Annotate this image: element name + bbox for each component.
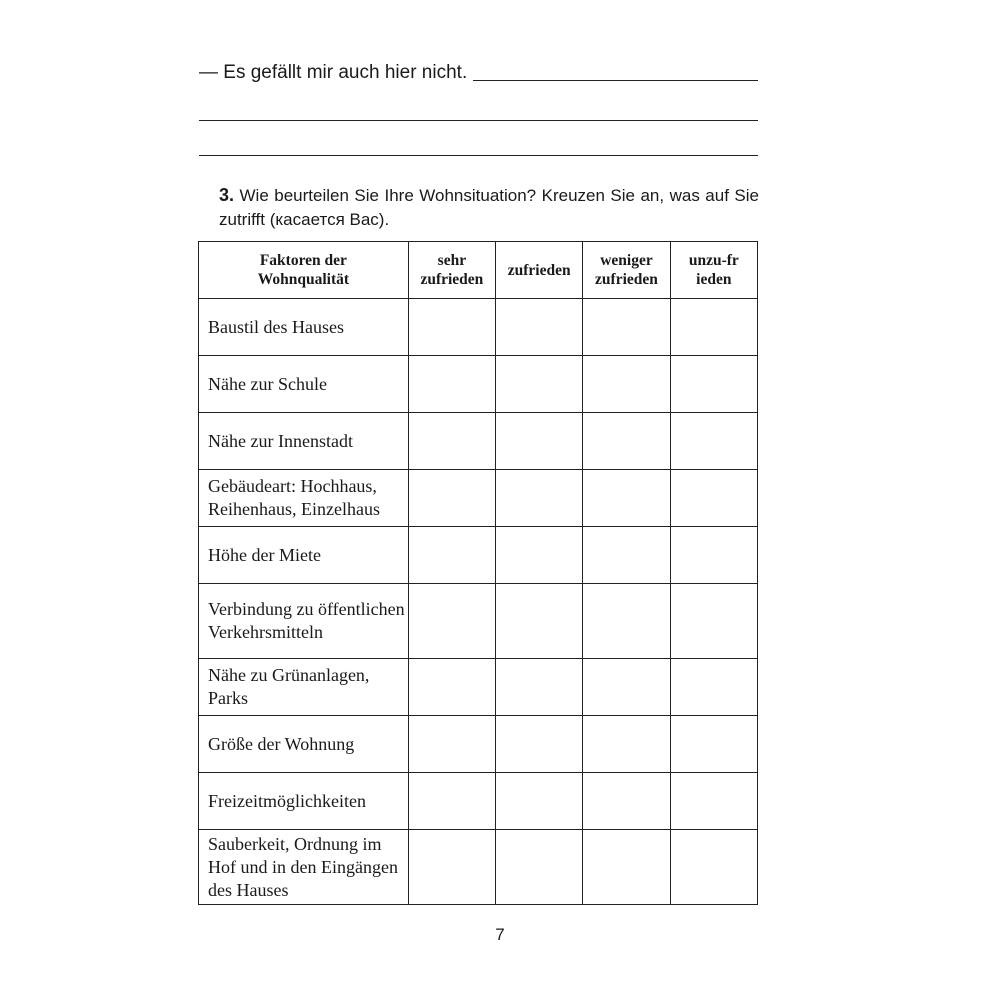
checkbox-cell-unzufrieden[interactable] <box>670 830 757 905</box>
table-row <box>199 527 758 584</box>
checkbox-cell-unzufrieden[interactable] <box>670 356 757 413</box>
checkbox-cell-unzufrieden[interactable] <box>670 299 757 356</box>
checkbox-cell-sehr-zufrieden[interactable] <box>408 470 495 527</box>
checkbox-cell-unzufrieden[interactable] <box>670 716 757 773</box>
checkbox-cell-weniger-zufrieden[interactable] <box>583 527 670 584</box>
checkbox-cell-sehr-zufrieden[interactable] <box>408 584 495 659</box>
header-factors: Faktoren der Wohnqualität <box>199 242 409 299</box>
checkbox-cell-weniger-zufrieden[interactable] <box>583 299 670 356</box>
checkbox-cell-unzufrieden[interactable] <box>670 413 757 470</box>
table-row <box>199 470 758 527</box>
checkbox-cell-sehr-zufrieden[interactable] <box>408 830 495 905</box>
checkbox-cell-weniger-zufrieden[interactable] <box>583 830 670 905</box>
table-row <box>199 413 758 470</box>
factor-label: Nähe zur Schule <box>199 356 409 413</box>
checkbox-cell-zufrieden[interactable] <box>496 413 583 470</box>
checkbox-cell-unzufrieden[interactable] <box>670 659 757 716</box>
factor-label: Gebäudeart: Hochhaus, Reihenhaus, Einzelhaus <box>199 470 409 527</box>
factor-label: Sauberkeit, Ordnung im Hof und in den Eingängen des Hauses <box>199 830 409 905</box>
table-row <box>199 659 758 716</box>
checkbox-cell-zufrieden[interactable] <box>496 584 583 659</box>
factor-label: Freizeitmöglichkeiten <box>199 773 409 830</box>
checkbox-cell-weniger-zufrieden[interactable] <box>583 584 670 659</box>
answer-line-2[interactable] <box>199 120 758 121</box>
table-row <box>199 299 758 356</box>
checkbox-cell-sehr-zufrieden[interactable] <box>408 527 495 584</box>
header-weniger-zufrieden: weniger zufrieden <box>583 242 670 299</box>
answer-rule <box>473 80 758 81</box>
factor-label: Verbindung zu öffentlichen Verkehrsmitteln <box>199 584 409 659</box>
table-header-row <box>199 242 758 299</box>
checkbox-cell-zufrieden[interactable] <box>496 470 583 527</box>
checkbox-cell-unzufrieden[interactable] <box>670 773 757 830</box>
factor-label: Größe der Wohnung <box>199 716 409 773</box>
checkbox-cell-sehr-zufrieden[interactable] <box>408 659 495 716</box>
checkbox-cell-weniger-zufrieden[interactable] <box>583 413 670 470</box>
checkbox-cell-zufrieden[interactable] <box>496 659 583 716</box>
table-row <box>199 356 758 413</box>
factor-label: Baustil des Hauses <box>199 299 409 356</box>
answer-line-1[interactable] <box>199 62 758 84</box>
checkbox-cell-weniger-zufrieden[interactable] <box>583 659 670 716</box>
task-text: Wie beurteilen Sie Ihre Wohnsituation? Kreuzen Sie an, was auf Sie zutrifft (касается Вас). <box>219 186 759 229</box>
checkbox-cell-zufrieden[interactable] <box>496 830 583 905</box>
checkbox-cell-weniger-zufrieden[interactable] <box>583 356 670 413</box>
checkbox-cell-unzufrieden[interactable] <box>670 584 757 659</box>
table-row <box>199 584 758 659</box>
checkbox-cell-sehr-zufrieden[interactable] <box>408 716 495 773</box>
header-unzufrieden: unzu-frieden <box>670 242 757 299</box>
dialogue-sentence: — Es gefällt mir auch hier nicht. <box>199 62 468 83</box>
checkbox-cell-unzufrieden[interactable] <box>670 527 757 584</box>
table-row <box>199 773 758 830</box>
checkbox-cell-sehr-zufrieden[interactable] <box>408 356 495 413</box>
checkbox-cell-weniger-zufrieden[interactable] <box>583 716 670 773</box>
checkbox-cell-zufrieden[interactable] <box>496 773 583 830</box>
checkbox-cell-zufrieden[interactable] <box>496 527 583 584</box>
checkbox-cell-weniger-zufrieden[interactable] <box>583 470 670 527</box>
checkbox-cell-sehr-zufrieden[interactable] <box>408 413 495 470</box>
checkbox-cell-zufrieden[interactable] <box>496 356 583 413</box>
answer-line-3[interactable] <box>199 155 758 156</box>
checkbox-cell-zufrieden[interactable] <box>496 716 583 773</box>
table-row <box>199 716 758 773</box>
checkbox-cell-unzufrieden[interactable] <box>670 470 757 527</box>
page-number: 7 <box>495 925 505 944</box>
task-instruction <box>219 183 759 232</box>
factor-label: Nähe zu Grünanlagen, Parks <box>199 659 409 716</box>
checkbox-cell-sehr-zufrieden[interactable] <box>408 773 495 830</box>
header-sehr-zufrieden: sehr zufrieden <box>408 242 495 299</box>
checkbox-cell-weniger-zufrieden[interactable] <box>583 773 670 830</box>
checkbox-cell-zufrieden[interactable] <box>496 299 583 356</box>
factor-label: Höhe der Miete <box>199 527 409 584</box>
task-number: 3. <box>219 185 235 205</box>
wohnqualitaet-table <box>198 241 758 905</box>
header-zufrieden: zufrieden <box>496 242 583 299</box>
table-row <box>199 830 758 905</box>
checkbox-cell-sehr-zufrieden[interactable] <box>408 299 495 356</box>
factor-label: Nähe zur Innenstadt <box>199 413 409 470</box>
